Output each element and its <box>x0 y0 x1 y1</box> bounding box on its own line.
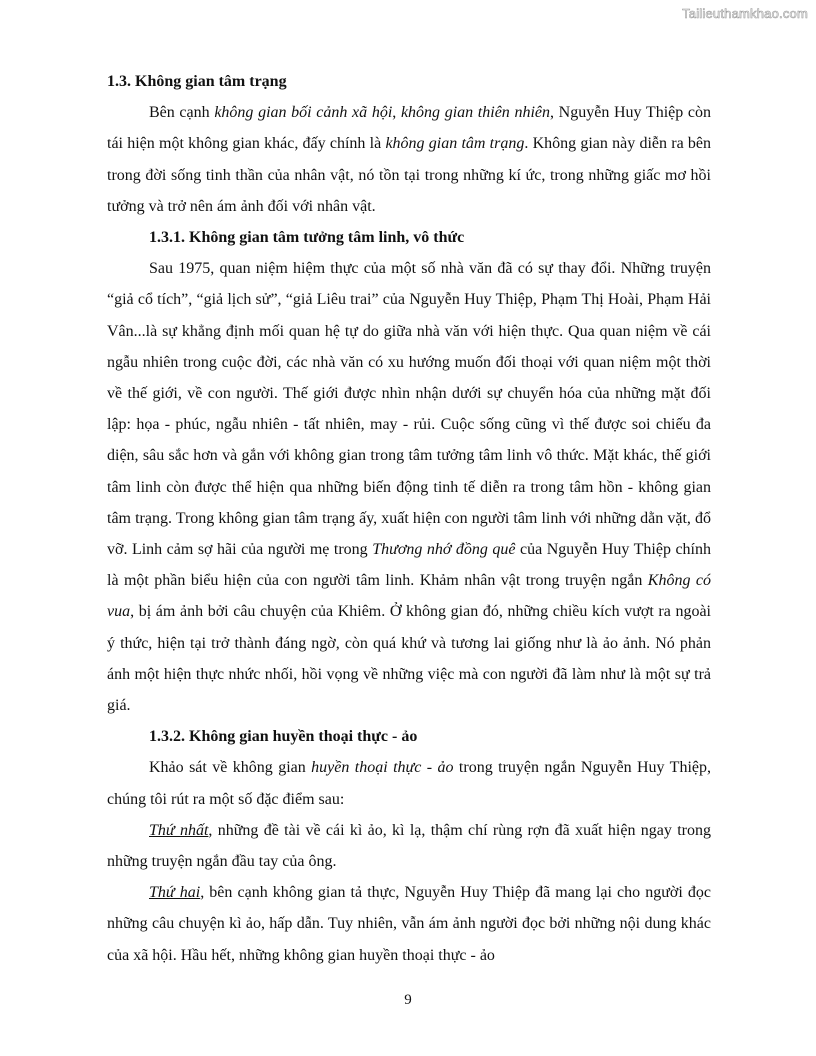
paragraph-subsection-1: Sau 1975, quan niệm hiệm thực của một số nhà văn đã có sự thay đổi. Những truyện “giả cổ tích”, “giả lịch sử”, “giả Liêu trai” của Nguyễn Huy Thiệp, Phạm Thị Hoài, Phạm Hải Vân...là sự khẳng định mối quan hệ tự do giữa nhà văn với hiện thực. Qua quan niệm về cái ngẫu nhiên trong cuộc đời, các nhà văn có xu hướng muốn đối thoại với quan niệm một thời về thế giới, về con người. Thế giới được nhìn nhận dưới sự chuyển hóa của những mặt đối lập: họa - phúc, ngẫu nhiên - tất nhiên, may - rủi. Cuộc sống cũng vì thế được soi chiếu đa diện, sâu sắc hơn và gắn với không gian trong tâm tưởng tâm linh vô thức. Mặt khác, thế giới tâm linh còn được thể hiện qua những biến động tinh tế diễn ra trong tâm hồn - không gian tâm trạng. Trong không gian tâm trạng ấy, xuất hiện con người tâm linh với những dằn vặt, đổ vỡ. Linh cảm sợ hãi của người mẹ trong Thương nhớ đồng quê của Nguyễn Huy Thiệp chính là một phần biểu hiện của con người tâm linh. Khảm nhân vật trong truyện ngắn Không có vua, bị ám ảnh bởi câu chuyện của Khiêm. Ở không gian đó, những chiều kích vượt ra ngoài ý thức, hiện tại trở thành đáng ngờ, còn quá khứ và tương lai giống như là ảo ảnh. Nó phản ánh một hiện thực nhức nhối, hồi vọng về những việc mà con người đã làm như là một sự trả giá. <box>107 260 711 715</box>
section-heading: 1.3. Không gian tâm trạng <box>107 73 287 90</box>
page-number: 9 <box>404 992 412 1008</box>
paragraph-second-point: Thứ hai, bên cạnh không gian tả thực, Nguyễn Huy Thiệp đã mang lại cho người đọc những câu chuyện kì ảo, hấp dẫn. Tuy nhiên, vẫn ám ảnh người đọc bởi những nội dung khác của xã hội. Hầu hết, những không gian huyền thoại thực - ảo <box>107 884 712 964</box>
label-first: Thứ nhất <box>149 821 209 839</box>
subsection-heading-2: 1.3.2. Không gian huyền thoại thực - ảo <box>149 728 418 746</box>
subsection-heading-1: 1.3.1. Không gian tâm tưởng tâm linh, vô thức <box>149 229 465 247</box>
paragraph-subsection-2: Khảo sát về không gian huyền thoại thực - ảo trong truyện ngắn Nguyễn Huy Thiệp, chúng tôi rút ra một số đặc điểm sau: <box>107 759 711 808</box>
document-page <box>107 66 711 971</box>
watermark: Tailieuthamkhao.com <box>682 6 808 21</box>
paragraph-intro: Bên cạnh không gian bối cảnh xã hội, không gian thiên nhiên, Nguyễn Huy Thiệp còn tái hiện một không gian khác, đấy chính là không gian tâm trạng. Không gian này diễn ra bên trong đời sống tinh thần của nhân vật, nó tồn tại trong những kí ức, trong những giấc mơ hồi tưởng và trở nên ám ảnh đối với nhân vật. <box>107 104 712 215</box>
paragraph-first-point: Thứ nhất, những đề tài về cái kì ảo, kì lạ, thậm chí rùng rợn đã xuất hiện ngay trong những truyện ngắn đầu tay của ông. <box>107 821 712 871</box>
label-second: Thứ hai <box>149 884 201 902</box>
